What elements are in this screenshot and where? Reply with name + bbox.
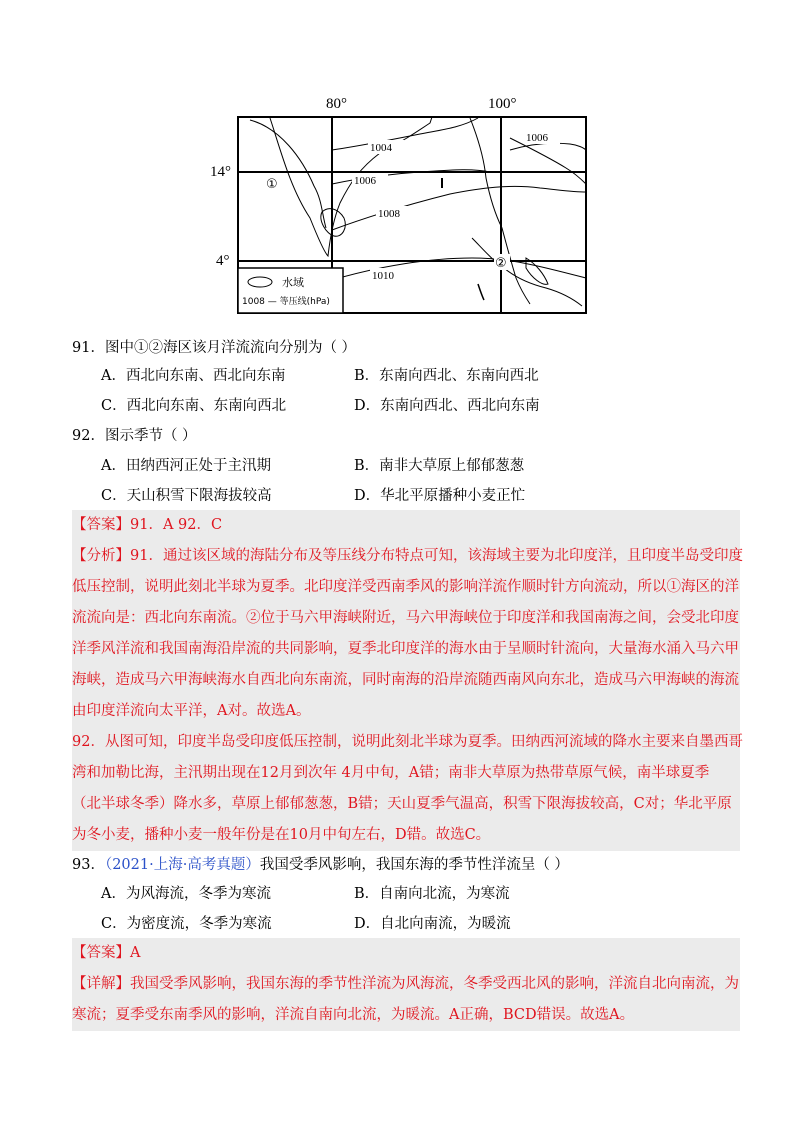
question-93-option-d: D．自北向南流，为暖流 xyxy=(354,916,511,932)
analysis-line: 【分析】91．通过该区域的海陆分布及等压线分布特点可知，该海域主要为北印度洋，且印度半岛受印度 xyxy=(72,548,743,564)
lon-label-100: 100° xyxy=(488,96,517,112)
question-91-option-b: B．东南向西北、东南向西北 xyxy=(354,368,539,384)
isobar-label-1006: 1006 xyxy=(354,175,376,187)
isobar-label-1008: 1008 xyxy=(378,208,400,220)
question-92-option-c: C．天山积雪下限海拔较高 xyxy=(101,488,272,504)
analysis-line: 为冬小麦，播种小麦一般年份是在10月中旬左右，D错。故选C。 xyxy=(72,827,491,843)
analysis-line: 由印度洋流向太平洋，A对。故选A。 xyxy=(72,703,311,719)
detail-line: 寒流；夏季受东南季风的影响，洋流自南向北流，为暖流。A正确，BCD错误。故选A。 xyxy=(72,1007,635,1023)
question-91-option-c: C．西北向东南、东南向西北 xyxy=(101,398,287,414)
analysis-line: 92．从图可知，印度半岛受印度低压控制，说明此刻北半球为夏季。田纳西河流域的降水主要来自墨西哥 xyxy=(72,734,743,750)
analysis-line: 低压控制，说明此刻北半球为夏季。北印度洋受西南季风的影响洋流作顺时针方向流动，所以①海区的洋 xyxy=(72,579,739,595)
marker-2: ② xyxy=(495,256,507,271)
question-91-option-a: A．西北向东南、西北向东南 xyxy=(101,368,286,384)
question-93-stem xyxy=(72,855,569,875)
isobar-label-1006-ne: 1006 xyxy=(526,132,548,144)
question-93-option-b: B．自南向北流，为寒流 xyxy=(354,886,510,902)
detail-line: 【答案】A xyxy=(72,945,141,961)
isobar-label-1004: 1004 xyxy=(370,142,392,154)
question-92-option-d: D．华北平原播种小麦正忙 xyxy=(354,488,526,504)
lat-label-4: 4° xyxy=(216,253,230,269)
isobar-label-1010: 1010 xyxy=(372,270,394,282)
answer-detail-93 xyxy=(72,938,740,1031)
analysis-line: 海峡，造成马六甲海峡海水自西北向东南流，同时南海的沿岸流随西南风向东北，造成马六甲海峡的海流 xyxy=(72,672,739,688)
question-92-stem: 92．图示季节（ ） xyxy=(72,428,197,444)
detail-line: 【详解】我国受季风影响，我国东海的季节性洋流为风海流，冬季受西北风的影响，洋流自北向南流，为 xyxy=(72,976,739,992)
question-91-stem: 91．图中①②海区该月洋流流向分别为（ ） xyxy=(72,340,357,356)
legend-water-label: 水域 xyxy=(282,276,304,289)
map-legend xyxy=(238,268,343,313)
legend-isobar-label: 1008 — 等压线(hPa) xyxy=(242,297,330,307)
question-92-option-a: A．田纳西河正处于主汛期 xyxy=(101,458,271,474)
question-93-source: （2021·上海·高考真题） xyxy=(104,857,260,873)
question-93-text: 我国受季风影响，我国东海的季节性洋流呈（ ） xyxy=(259,857,569,873)
question-92-option-b: B．南非大草原上郁郁葱葱 xyxy=(354,458,525,474)
isobar-map xyxy=(210,88,590,316)
lon-label-80: 80° xyxy=(326,96,347,112)
answer-analysis-91-92 xyxy=(72,510,743,851)
analysis-line: 【答案】91．A 92．C xyxy=(72,517,223,533)
question-91-option-d: D．东南向西北、西北向东南 xyxy=(354,398,540,414)
analysis-line: 流流向是：西北向东南流。②位于马六甲海峡附近，马六甲海峡位于印度洋和我国南海之间，会受北印度 xyxy=(72,610,739,626)
question-93-number: 93． xyxy=(72,857,105,873)
question-93-option-c: C．为密度流，冬季为寒流 xyxy=(101,916,272,932)
analysis-line: 湾和加勒比海，主汛期出现在12月到次年 4月中旬，A错；南非大草原为热带草原气候，南半球夏季 xyxy=(72,765,710,781)
marker-1: ① xyxy=(266,177,278,192)
question-93-option-a: A．为风海流，冬季为寒流 xyxy=(101,886,271,902)
lat-label-14: 14° xyxy=(210,164,231,180)
analysis-line: 洋季风洋流和我国南海沿岸流的共同影响，夏季北印度洋的海水由于呈顺时针流向，大量海水涌入马六甲 xyxy=(72,641,739,657)
analysis-line: （北半球冬季）降水多，草原上郁郁葱葱，B错；天山夏季气温高，积雪下限海拔较高，C对；华北平原 xyxy=(72,796,732,812)
